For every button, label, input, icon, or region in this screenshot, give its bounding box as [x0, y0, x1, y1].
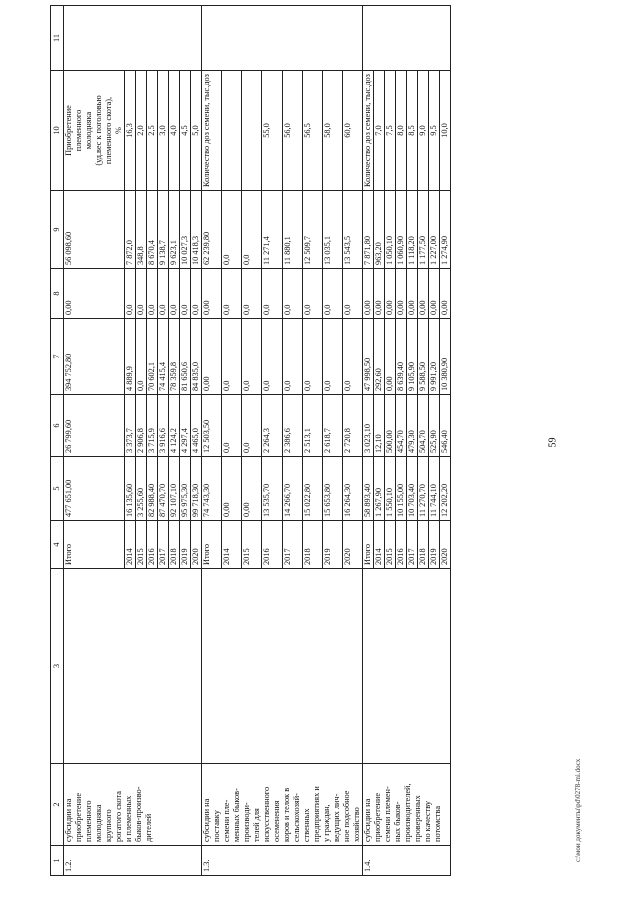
- indicator-value: 4,5: [180, 71, 191, 191]
- page-number: 59: [547, 437, 559, 448]
- value-c8: 0,0: [262, 269, 282, 319]
- total-c8: 0,00: [363, 269, 374, 319]
- value-c9: 10 418,3: [191, 191, 202, 269]
- indicator-value: 58,0: [322, 71, 342, 191]
- value-c8: 0,00: [418, 269, 429, 319]
- section-label-line: поставку: [212, 810, 221, 842]
- value-c6: 504,70: [418, 395, 429, 457]
- value-c8: 0,00: [440, 269, 451, 319]
- total-c5: 58 893,40: [363, 457, 374, 521]
- value-c6: 0,0: [222, 395, 242, 457]
- section-label-line: и племенных: [124, 795, 133, 842]
- value-c9: 0,0: [222, 191, 242, 269]
- value-c8: 0,0: [242, 269, 262, 319]
- section-number: 1.4.: [363, 846, 451, 876]
- year-cell: 2019: [429, 521, 440, 569]
- value-c5: 15 653,80: [322, 457, 342, 521]
- section-number: 1.2.: [64, 846, 202, 876]
- year-cell: 2016: [147, 521, 158, 569]
- indicator-value: 16,3: [125, 71, 136, 191]
- value-c7: 0,0: [136, 319, 147, 395]
- total-c6: 26 799,60: [64, 395, 125, 457]
- value-c5: 92 107,10: [169, 457, 180, 521]
- section-label: [64, 764, 202, 846]
- col-header-4: 4: [51, 521, 64, 569]
- section-label-line: потомства: [433, 805, 442, 842]
- value-c8: 0,0: [302, 269, 322, 319]
- section-label-line: рогатого скота: [114, 791, 123, 842]
- value-c7: 10 380,90: [440, 319, 451, 395]
- year-cell: 2019: [322, 521, 342, 569]
- value-c8: 0,0: [191, 269, 202, 319]
- total-label: Итого: [202, 521, 222, 569]
- value-c5: 1 550,10: [385, 457, 396, 521]
- indicator-value: 10,0: [440, 71, 451, 191]
- value-c6: 3 373,7: [125, 395, 136, 457]
- total-c9: 62 239,80: [202, 191, 222, 269]
- section-label-line: осеменения: [272, 800, 281, 842]
- value-c9: 0,0: [242, 191, 262, 269]
- value-c7: 0,0: [322, 319, 342, 395]
- indicator-line: (уд.вес к поголовью: [94, 95, 103, 166]
- indicator-value: 5,0: [191, 71, 202, 191]
- value-c5: 14 266,70: [282, 457, 302, 521]
- value-c5: 82 988,40: [147, 457, 158, 521]
- value-c6: 4 297,4: [180, 395, 191, 457]
- section-label-line: субсидии на: [64, 798, 73, 842]
- value-c7: 292,60: [374, 319, 385, 395]
- section-label-line: субсидии на: [363, 798, 372, 842]
- value-c9: 1 118,20: [407, 191, 418, 269]
- section-total-row: [202, 6, 222, 876]
- value-c5: 0,00: [242, 457, 262, 521]
- year-cell: 2015: [385, 521, 396, 569]
- value-c5: 12 202,20: [440, 457, 451, 521]
- value-c5: 95 975,30: [180, 457, 191, 521]
- section-label-line: приобретение: [373, 792, 382, 842]
- value-c9: 13 035,1: [322, 191, 342, 269]
- value-c8: 0,0: [158, 269, 169, 319]
- value-c8: 0,0: [125, 269, 136, 319]
- value-c8: 0,0: [169, 269, 180, 319]
- indicator-line: %: [114, 127, 123, 134]
- value-c9: 1 274,90: [440, 191, 451, 269]
- value-c6: 2 906,8: [136, 395, 147, 457]
- indicator-value: [222, 71, 242, 191]
- indicator-value: 9,5: [429, 71, 440, 191]
- value-c7: 0,0: [342, 319, 362, 395]
- value-c8: 0,0: [322, 269, 342, 319]
- value-c8: 0,00: [396, 269, 407, 319]
- indicator-description: Количество доз семени, тыс.доз: [202, 71, 222, 191]
- section-label: [363, 764, 451, 846]
- section-label-line: ведущих лич-: [332, 793, 341, 842]
- section-label: [202, 764, 363, 846]
- value-c8: 0,0: [282, 269, 302, 319]
- section-label-line: производителей,: [403, 783, 412, 842]
- value-c5: 15 022,80: [302, 457, 322, 521]
- value-c9: 348,8: [136, 191, 147, 269]
- year-cell: 2018: [302, 521, 322, 569]
- value-c7: 0,00: [385, 319, 396, 395]
- value-c9: 1 060,90: [396, 191, 407, 269]
- value-c5: 0,00: [222, 457, 242, 521]
- footer-file-path: c:\мои документы\pd\0278-mi.docx: [574, 758, 582, 862]
- indicator-description: [64, 71, 125, 191]
- section-label-line: крупного: [104, 809, 113, 842]
- year-cell: 2015: [136, 521, 147, 569]
- section-executor: [363, 569, 451, 764]
- value-c7: 84 835,0: [191, 319, 202, 395]
- col-header-1: 1: [51, 846, 64, 876]
- value-c8: 0,0: [222, 269, 242, 319]
- col-header-6: 6: [51, 395, 64, 457]
- value-c5: 3 255,60: [136, 457, 147, 521]
- total-c7: 47 998,50: [363, 319, 374, 395]
- value-c7: 0,0: [242, 319, 262, 395]
- indicator-value: 56,0: [282, 71, 302, 191]
- indicator-value: 4,0: [169, 71, 180, 191]
- total-c8: 0,00: [202, 269, 222, 319]
- section-label-line: по качеству: [423, 800, 432, 842]
- year-cell: 2018: [418, 521, 429, 569]
- value-c5: 11 744,10: [429, 457, 440, 521]
- value-c6: 2 264,3: [262, 395, 282, 457]
- indicator-value: 2,0: [136, 71, 147, 191]
- section-total-row: [64, 6, 125, 876]
- value-c7: 9 588,50: [418, 319, 429, 395]
- value-c7: 0,0: [222, 319, 242, 395]
- value-c7: 0,0: [282, 319, 302, 395]
- value-c8: 0,00: [374, 269, 385, 319]
- header-row: [51, 6, 64, 876]
- value-c8: 0,00: [407, 269, 418, 319]
- indicator-value: 55,0: [262, 71, 282, 191]
- year-cell: 2017: [407, 521, 418, 569]
- indicator-line: племенного: [74, 109, 83, 152]
- value-c7: 81 650,6: [180, 319, 191, 395]
- year-cell: 2020: [342, 521, 362, 569]
- value-c8: 0,00: [429, 269, 440, 319]
- value-c9: 9 138,7: [158, 191, 169, 269]
- section-label-line: у граждан,: [322, 804, 331, 842]
- value-c5: 11 270,70: [418, 457, 429, 521]
- section-label-line: проверенных: [413, 795, 422, 842]
- indicator-value: 56,5: [302, 71, 322, 191]
- value-c7: 70 602,1: [147, 319, 158, 395]
- section-label-line: семени племен-: [383, 786, 392, 842]
- value-c8: 0,0: [342, 269, 362, 319]
- total-label: Итого: [64, 521, 125, 569]
- section-col-11: [363, 6, 451, 71]
- section-label-line: телей для: [252, 808, 261, 842]
- year-cell: 2014: [222, 521, 242, 569]
- indicator-value: 7,5: [385, 71, 396, 191]
- year-cell: 2014: [125, 521, 136, 569]
- value-c8: 0,0: [180, 269, 191, 319]
- value-c9: 1 050,10: [385, 191, 396, 269]
- section-label-line: коров и телок в: [282, 787, 291, 842]
- value-c7: 9 105,90: [407, 319, 418, 395]
- section-executor: [202, 569, 363, 764]
- value-c9: 1 177,50: [418, 191, 429, 269]
- value-c5: 16 264,30: [342, 457, 362, 521]
- value-c6: 525,90: [429, 395, 440, 457]
- col-header-9: 9: [51, 191, 64, 269]
- indicator-line: племенного скота),: [104, 96, 113, 165]
- total-c6: 3 023,10: [363, 395, 374, 457]
- year-cell: 2019: [180, 521, 191, 569]
- year-cell: 2020: [191, 521, 202, 569]
- total-c9: 56 098,60: [64, 191, 125, 269]
- value-c8: 0,00: [385, 269, 396, 319]
- section-number: 1.3.: [202, 846, 363, 876]
- value-c7: 0,0: [302, 319, 322, 395]
- section-label-line: молодняка: [94, 804, 103, 842]
- section-label-line: хозяйство: [352, 807, 361, 842]
- value-c7: 9 991,20: [429, 319, 440, 395]
- section-total-row: [363, 6, 374, 876]
- section-label-line: сельскохозяй-: [292, 793, 301, 842]
- value-c5: 87 470,70: [158, 457, 169, 521]
- section-label-line: племенного: [84, 800, 93, 842]
- subsidy-table: [50, 5, 451, 876]
- section-label-line: дителей: [144, 813, 153, 842]
- value-c6: 2 386,6: [282, 395, 302, 457]
- year-cell: 2015: [242, 521, 262, 569]
- value-c9: 12 509,7: [302, 191, 322, 269]
- value-c6: 2 618,7: [322, 395, 342, 457]
- value-c9: 7 872,0: [125, 191, 136, 269]
- col-header-3: 3: [51, 569, 64, 764]
- section-label-line: субсидии на: [202, 798, 211, 842]
- total-c6: 12 503,50: [202, 395, 222, 457]
- section-label-line: ное подсобное: [342, 790, 351, 842]
- indicator-description: Количество доз семени, тыс.доз: [363, 71, 374, 191]
- value-c6: 479,30: [407, 395, 418, 457]
- section-col-11: [64, 6, 202, 71]
- total-c7: 394 752,80: [64, 319, 125, 395]
- value-c9: 10 027,3: [180, 191, 191, 269]
- col-header-2: 2: [51, 764, 64, 846]
- value-c6: 2 720,8: [342, 395, 362, 457]
- value-c6: 500,00: [385, 395, 396, 457]
- value-c9: 9 623,1: [169, 191, 180, 269]
- value-c6: 546,40: [440, 395, 451, 457]
- indicator-value: 2,5: [147, 71, 158, 191]
- value-c6: 2 513,1: [302, 395, 322, 457]
- indicator-line: молодняка: [84, 111, 93, 150]
- section-label-line: производи-: [242, 802, 251, 842]
- year-cell: 2016: [262, 521, 282, 569]
- year-cell: 2020: [440, 521, 451, 569]
- total-c9: 7 871,80: [363, 191, 374, 269]
- section-label-line: искусственного: [262, 786, 271, 842]
- indicator-value: 9,0: [418, 71, 429, 191]
- section-col-11: [202, 6, 363, 71]
- value-c5: 10 703,40: [407, 457, 418, 521]
- value-c6: 12,10: [374, 395, 385, 457]
- value-c7: 8 639,40: [396, 319, 407, 395]
- value-c6: 0,0: [242, 395, 262, 457]
- value-c9: 963,20: [374, 191, 385, 269]
- value-c7: 0,0: [262, 319, 282, 395]
- rotated-table-container: [50, 36, 570, 876]
- section-label-line: менных быков-: [232, 788, 241, 842]
- total-label: Итого: [363, 521, 374, 569]
- col-header-11: 11: [51, 6, 64, 71]
- indicator-line: Приобретение: [64, 105, 73, 156]
- value-c9: 11 271,4: [262, 191, 282, 269]
- value-c5: 13 535,70: [262, 457, 282, 521]
- indicator-value: 60,0: [342, 71, 362, 191]
- indicator-value: 8,0: [396, 71, 407, 191]
- value-c6: 4 124,2: [169, 395, 180, 457]
- value-c8: 0,0: [136, 269, 147, 319]
- section-label-line: быков-произво-: [134, 786, 143, 842]
- section-label-line: семени пле-: [222, 799, 231, 842]
- col-header-7: 7: [51, 319, 64, 395]
- value-c9: 1 227,00: [429, 191, 440, 269]
- section-executor: [64, 569, 202, 764]
- indicator-value: 3,0: [158, 71, 169, 191]
- indicator-value: [242, 71, 262, 191]
- col-header-5: 5: [51, 457, 64, 521]
- value-c5: 99 718,30: [191, 457, 202, 521]
- indicator-value: 7,0: [374, 71, 385, 191]
- value-c9: 8 670,4: [147, 191, 158, 269]
- section-label-line: ственных: [302, 808, 311, 842]
- col-header-10: 10: [51, 71, 64, 191]
- value-c7: 4 889,9: [125, 319, 136, 395]
- value-c9: 11 880,1: [282, 191, 302, 269]
- indicator-value: 8,5: [407, 71, 418, 191]
- value-c6: 4 465,0: [191, 395, 202, 457]
- year-cell: 2018: [169, 521, 180, 569]
- value-c6: 3 715,9: [147, 395, 158, 457]
- col-header-8: 8: [51, 269, 64, 319]
- value-c9: 13 543,5: [342, 191, 362, 269]
- value-c5: 1 267,90: [374, 457, 385, 521]
- value-c7: 74 415,4: [158, 319, 169, 395]
- value-c5: 10 155,00: [396, 457, 407, 521]
- value-c6: 454,70: [396, 395, 407, 457]
- value-c5: 16 135,60: [125, 457, 136, 521]
- value-c8: 0,0: [147, 269, 158, 319]
- value-c7: 78 359,8: [169, 319, 180, 395]
- total-c8: 0,00: [64, 269, 125, 319]
- total-c5: 74 743,30: [202, 457, 222, 521]
- year-cell: 2017: [158, 521, 169, 569]
- value-c6: 3 916,6: [158, 395, 169, 457]
- section-label-line: приобретение: [74, 792, 83, 842]
- year-cell: 2014: [374, 521, 385, 569]
- section-label-line: предприятиях и: [312, 786, 321, 842]
- total-c5: 477 651,00: [64, 457, 125, 521]
- total-c7: 0,00: [202, 319, 222, 395]
- section-label-line: ных быков-: [393, 801, 402, 842]
- year-cell: 2017: [282, 521, 302, 569]
- year-cell: 2016: [396, 521, 407, 569]
